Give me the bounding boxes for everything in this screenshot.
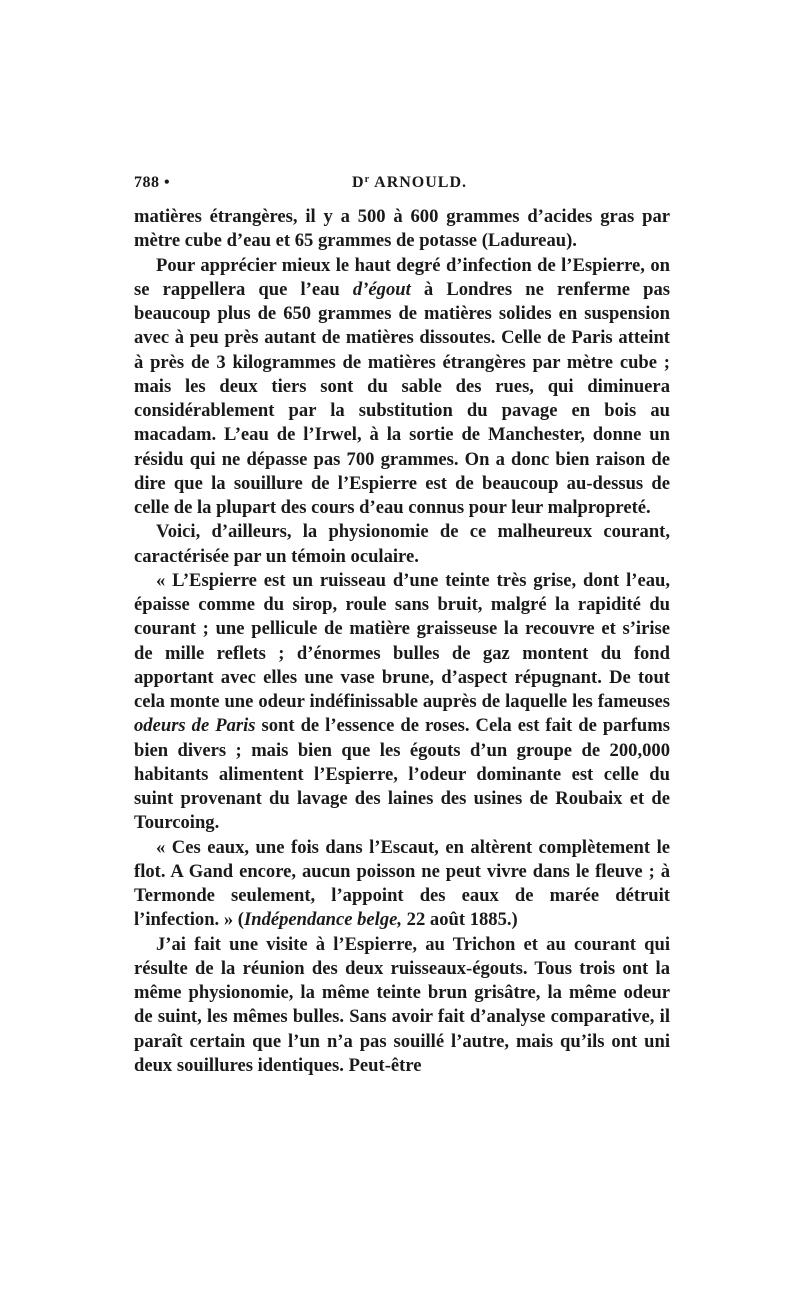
running-header: [134, 174, 670, 200]
paragraph: « L’Espierre est un ruisseau d’une teinte très grise, dont l’eau, épaisse comme du sirop, roule sans bruit, malgré la rapidité du courant ; une pellicule de matière graisseuse la recouvre et s’irise de mille reflets ; d’énormes bulles de gaz montent du fond apportant avec elles une vase brune, d’aspect répugnant. De tout cela monte une odeur indéfinissable auprès de laquelle les fameuses odeurs de Paris sont de l’essence de roses. Cela est fait de parfums bien divers ; mais bien que les égouts d’un groupe de 200,000 habitants alimentent l’Espierre, l’odeur dominante est celle du suint provenant du lavage des laines des usines de Roubaix et de Tourcoing.: [134, 569, 670, 834]
italic-citation: Indépendance belge,: [244, 909, 403, 931]
italic-term: d’égout: [352, 278, 411, 300]
paragraph: J’ai fait une visite à l’Espierre, au Trichon et au courant qui résulte de la réunion des deux ruisseaux-égouts. Tous trois ont la même physionomie, la même teinte brun grisâtre, la même odeur de suint, les mêmes bulles. Sans avoir fait d’analyse comparative, il paraît certain que l’un n’a pas souillé l’autre, mais qu’ils ont uni deux souillures identiques. Peut-être: [134, 933, 670, 1076]
paragraph: matières étrangères, il y a 500 à 600 grammes d’acides gras par mètre cube d’eau et 65 grammes de potasse (Ladureau).: [134, 206, 670, 252]
italic-term: odeurs de Paris: [134, 715, 256, 737]
paragraph: Pour apprécier mieux le haut degré d’infection de l’Espierre, on se rappellera que l’eau d’égout à Londres ne renferme pas beaucoup plus de 650 grammes de matières solides en suspension avec à peu près autant de matières dissoutes. Celle de Paris atteint à près de 3 kilogrammes de matières étrangères par mètre cube ; mais les deux tiers sont du sable des rues, qui diminuera considérablement par la substitution du pavage en bois au macadam. L’eau de l’Irwel, à la sortie de Manchester, donne un résidu qui ne dépasse pas 700 grammes. On a donc bien raison de dire que la souillure de l’Espierre est de beaucoup au-dessus de celle de la plupart des cours d’eau connus pour leur malpropreté.: [134, 254, 671, 518]
body-text: [134, 205, 670, 1078]
paragraph: Voici, d’ailleurs, la physionomie de ce malheureux courant, caractérisée par un témoin oculaire.: [134, 521, 670, 567]
running-head-author: $D^r$ ARNOULD.: [352, 174, 468, 191]
paragraph: « Ces eaux, une fois dans l’Escaut, en altèrent complètement le flot. A Gand encore, aucun poisson ne peut vivre dans le fleuve ; à Termonde seulement, l’appoint des eaux de marée détruit l’infection. » (Indépendance belge, 22 août 1885.): [134, 836, 670, 931]
page-number: 788 •: [134, 174, 171, 191]
